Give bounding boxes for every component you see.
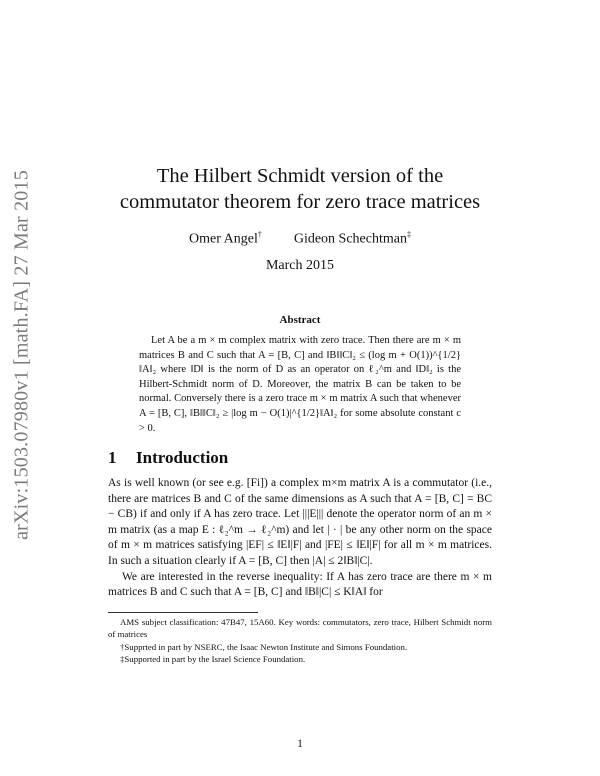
paper-date: March 2015 xyxy=(265,258,335,273)
footnote-rule xyxy=(108,612,258,613)
section-title: Introduction xyxy=(136,448,229,467)
footnotes xyxy=(108,616,492,666)
footnote-ams: AMS subject classification: 47B47, 15A60. Key words: commutators, zero trace, Hilbert Schmidt norm of matrices xyxy=(108,617,492,640)
body-text xyxy=(108,476,492,601)
paper-title xyxy=(80,163,520,215)
paragraph: As is well known (or see e.g. [Fi]) a complex m×m matrix A is a commutator (i.e., there are matrices B and C of the same dimensions as A such that A = [B, C] = BC − CB) if and only if A has zero trace. Let |||E||| denote the operator norm of an m × m matrix (as a map E : ℓ₂^m → ℓ₂^m) and let | · | be any other norm on the space of m × m matrices satisfying |EF| ≤ ‖E‖|F| and |FE| ≤ ‖E‖|F| for all m × m matrices. In such a situation clearly if A = [B, C] then |A| ≤ 2‖B‖|C|. xyxy=(108,477,492,567)
abstract-heading: Abstract xyxy=(279,314,321,326)
paragraph: We are interested in the reverse inequality: If A has zero trace are there m × m matrices B and C such that A = [B, C] and ‖B‖|C| ≤ K‖A‖ for xyxy=(108,570,492,599)
page-number: 1 xyxy=(297,738,303,750)
abstract-text: Let A be a m × m complex matrix with zero trace. Then there are m × m matrices B and C such that A = [B, C] and ‖B‖‖C‖₂ ≤ (log m + O(1))^{1/2}‖A‖₂ where ‖D‖ is the norm of D as an operator on ℓ₂^m and ‖D‖₂ is the Hilbert-Schmidt norm of D. Moreover, the matrix B can be taken to be normal. Conversely there is a zero trace m × m matrix A such that whenever A = [B, C], ‖B‖‖C‖₂ ≥ |log m − O(1)|^{1/2}‖A‖₂ for some absolute constant c > 0. xyxy=(139,335,461,434)
author: Omer Angel† xyxy=(189,230,262,247)
title-line-1: The Hilbert Schmidt version of the xyxy=(156,165,444,187)
author: Gideon Schechtman‡ xyxy=(293,230,411,247)
section-heading xyxy=(108,448,228,468)
section-number: 1 xyxy=(108,448,117,467)
footnote-ddagger: ‡Supported in part by the Israel Science Foundation. xyxy=(120,654,306,665)
arxiv-identifier: arXiv:1503.07980v1 [math.FA] 27 Mar 2015 xyxy=(10,170,33,540)
author-list xyxy=(160,230,440,248)
footnote-dagger: †Supprted in part by NSERC, the Isaac Newton Institute and Simons Foundation. xyxy=(120,641,408,652)
title-line-2: commutator theorem for zero trace matrices xyxy=(119,191,481,213)
